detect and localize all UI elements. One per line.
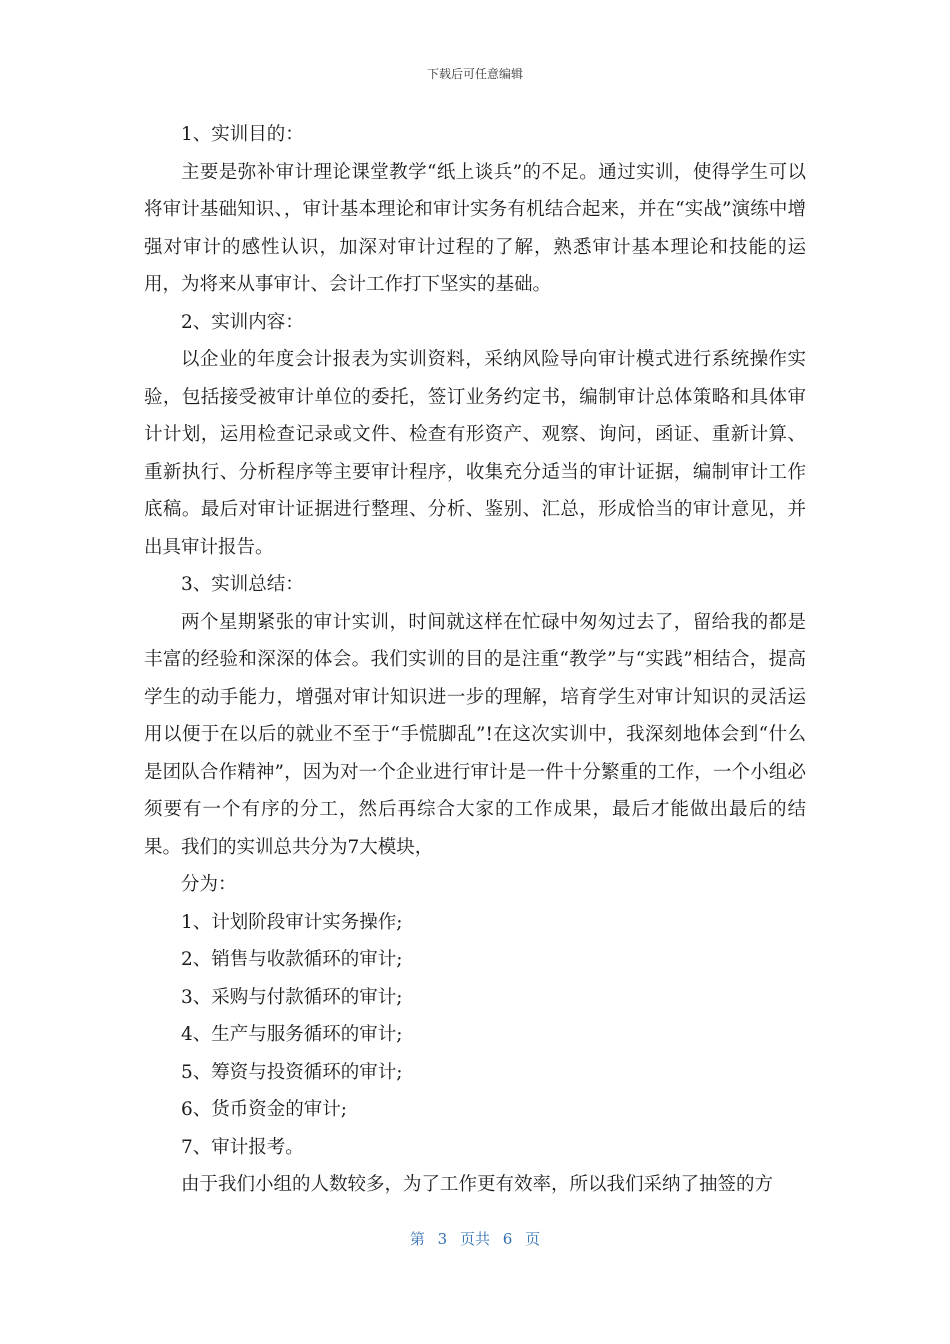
list-item: 7、审计报考。 [181, 1136, 304, 1158]
list-item: 1、计划阶段审计实务操作; [181, 911, 403, 933]
heading-training-content: 2、实训内容： [181, 311, 304, 333]
document-body [144, 116, 806, 1204]
list-item: 6、货币资金的审计; [181, 1099, 348, 1120]
page-header-note: 下载后可任意编辑 [426, 67, 523, 81]
heading-training-summary: 3、实训总结： [181, 574, 304, 595]
page-number: 第 3 页共 6 页 [409, 1230, 541, 1248]
list-item: 5、筹资与投资循环的审计; [181, 1061, 403, 1083]
list-item: 3、采购与付款循环的审计; [181, 986, 403, 1008]
paragraph-divided-into: 分为： [181, 874, 237, 895]
list-item: 2、销售与收款循环的审计; [181, 949, 403, 970]
paragraph-training-summary: 两个星期紧张的审计实训，时间就这样在忙碌中匆匆过去了，留给我的都是丰富的经验和深深的体会。我们实训的目的是注重“教学”与“实践”相结合，提高学生的动手能力，增强对审计知识进一步的理解，培育学生对审计知识的灵活运用以便于在以后的就业不至于“手慌脚乱”!在这次实训中，我深刻地体会到“什么是团队合作精神”，因为对一个企业进行审计是一件十分繁重的工作，一个小组必须要有一个有序的分工，然后再综合大家的工作成果，最后才能做出最后的结果。我们的实训总共分为7大模块， [144, 611, 806, 858]
paragraph-training-content: 以企业的年度会计报表为实训资料，采纳风险导向审计模式进行系统操作实验，包括接受被审计单位的委托，签订业务约定书，编制审计总体策略和具体审计计划，运用检查记录或文件、检查有形资产、观察、询问，函证、重新计算、重新执行、分析程序等主要审计程序，收集充分适当的审计证据，编制审计工作底稿。最后对审计证据进行整理、分析、鉴别、汇总，形成恰当的审计意见，并出具审计报告。 [144, 349, 806, 558]
heading-training-purpose: 1、实训目的： [181, 124, 304, 145]
paragraph-training-purpose: 主要是弥补审计理论课堂教学“纸上谈兵”的不足。通过实训，使得学生可以将审计基础知识、，审计基本理论和审计实务有机结合起来，并在“实战”演练中增强对审计的感性认识，加深对审计过程的了解，熟悉审计基本理论和技能的运用，为将来从事审计、会计工作打下坚实的基础。 [144, 161, 806, 295]
paragraph-continuation: 由于我们小组的人数较多，为了工作更有效率，所以我们采纳了抽签的方 [181, 1174, 774, 1195]
list-item: 4、生产与服务循环的审计; [181, 1024, 403, 1045]
